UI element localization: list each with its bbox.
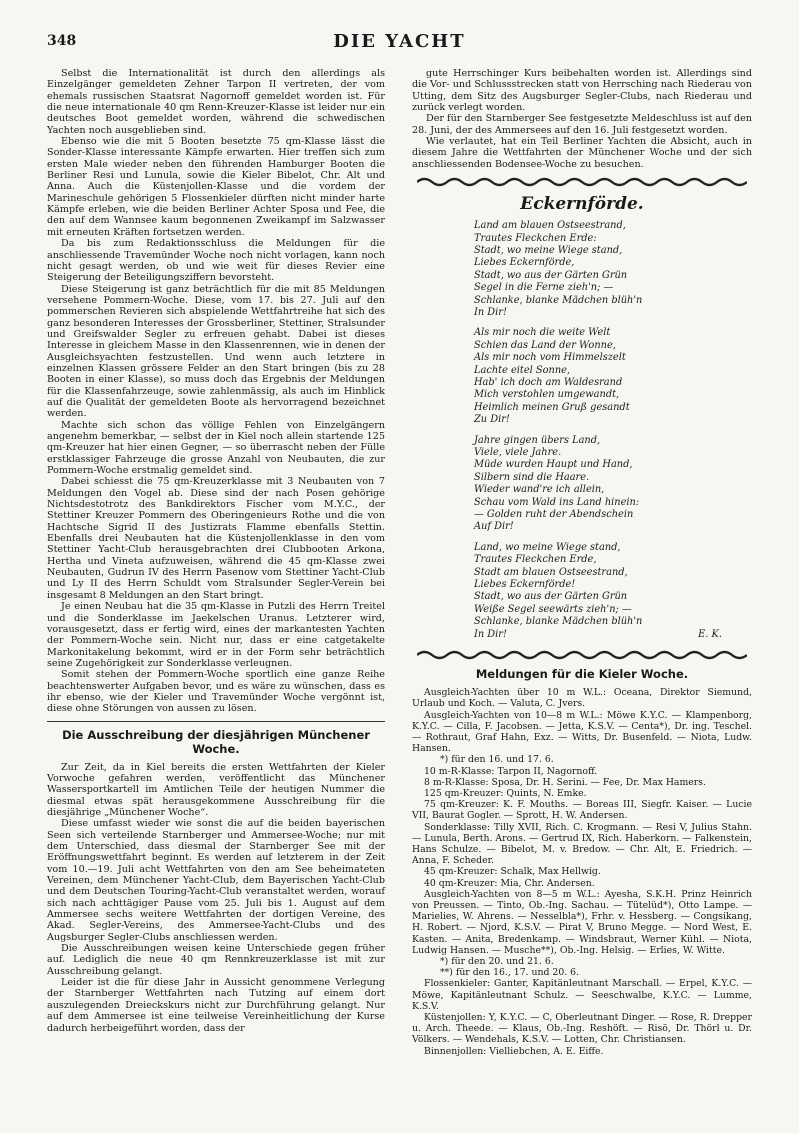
poem-stanza <box>474 327 722 426</box>
wave-ornament-icon <box>417 649 747 661</box>
article-paragraph: Dabei schiesst die 75 qm-Kreuzerklasse mit 3 Neubauten von 7 Meldungen den Vogel ab. Diese sind der nach Posen gehörige Nichtsdestotrotz des Bankdirektors Fischer vom M.Y.C., der Stettiner Kreuzer Pommern des Oberingenieurs Rothe und die von Hachtsche Sigrid II des Justizrats Flamme ebenfalls Stettin. Ebenfalls drei Neubauten hat die Küstenjollenklasse in den vom Stettiner Yacht-Club herausgebrachten drei Clubbooten Arkona, Hertha und Vineta aufzuweisen, während die 45 qm-Klasse zwei Neubauten, Gudrun IV des Herrn Pasenow vom Stettiner Yacht-Club und Ly II des Herrn Schuldt vom Stralsunder Segler-Verein bei insgesamt 8 Meldungen an den Start bringt. <box>47 476 385 601</box>
poem-line <box>474 629 722 641</box>
poem-line: Stadt, wo meine Wiege stand, <box>474 244 623 256</box>
poem-line: Stadt, wo aus der Gärten Grün <box>474 591 628 603</box>
footnote: *) für den 20. und 21. 6. <box>440 955 554 967</box>
entry-list-item: 10 m-R-Klasse: Tarpon II, Nagornoff. <box>424 765 598 777</box>
poem-line: Schlanke, blanke Mädchen blüh'n <box>474 294 643 306</box>
poem-stanza <box>474 220 722 319</box>
article-paragraph: Selbst die Internationalität ist durch den allerdings als Einzelgänger gemeldeten Zehner Tarpon II vertreten, der vom ehemals russischen Staatsrat Nagornoff gemeldet worden ist. Für die neue internationale 40 qm Renn-Kreuzer-Klasse ist leider nur ein deutsches Boot gemeldet worden, während die schwedischen Yachten noch ausgeblieben sind. <box>47 68 385 136</box>
poem-line: Viele, viele Jahre. <box>474 447 562 458</box>
poem-title: Eckernförde. <box>520 194 644 215</box>
poem-line: Mich verstohlen umgewandt, <box>474 389 620 401</box>
section-heading: Meldungen für die Kieler Woche. <box>475 667 689 682</box>
entry-list-item: 125 qm-Kreuzer: Quints, N. Emke. <box>424 787 587 799</box>
article-paragraph: Der für den Starnberger See festgesetzte Meldeschluss ist auf den 28. Juni, der des Ammersees auf den 16. Juli festgesetzt worden. <box>412 113 752 136</box>
poem-signature: E. K. <box>698 628 722 640</box>
entry-list-item: Ausgleich-Yachten über 10 m W.L.: Oceana, Direktor Siemund, Urlaub und Koch. — Valuta, C. Jvers. <box>412 687 752 710</box>
poem-stanza <box>474 542 722 641</box>
poem-line: In Dir! <box>474 306 507 318</box>
section-heading: Die Ausschreibung der diesjährigen Münchener Woche. <box>62 727 370 756</box>
running-head: DIE YACHT <box>333 31 466 52</box>
entry-list-item: 45 qm-Kreuzer: Schalk, Max Hellwig. <box>424 866 601 878</box>
article-paragraph: Ebenso wie die mit 5 Booten besetzte 75 qm-Klasse lässt die Sonder-Klasse interessante Kämpfe erwarten. Hier treffen sich zum ersten Male wieder neben den führenden Hamburger Booten die Berliner Resi und Lunula, sowie die Kieler Bibelot, Chr. Alt und Anna. Auch die Küstenjollen-Klasse und die vordem der Marineschule gehörigen 5 Flossenkieler dürften nicht minder harte Kämpfe erleben, wie die beiden Berliner Achter Sposa und Fee, die den auf dem Wannsee kaum begonnenen Zweikampf im Salzwasser mit erneuten Kräften fortsetzen werden. <box>47 136 385 238</box>
poem-line: Zu Dir! <box>474 414 510 426</box>
poem-line: Trautes Fleckchen Erde: <box>474 232 597 244</box>
entry-list-item: Binnenjollen: Vielliebchen, A. E. Eiffe. <box>424 1045 604 1057</box>
article-paragraph: Wie verlautet, hat ein Teil Berliner Yachten die Absicht, auch in diesem Jahre die Wettfahrten der Münchener Woche und der sich anschliessenden Bodensee-Woche zu besuchen. <box>412 136 752 170</box>
entry-list-item: 8 m-R-Klasse: Sposa, Dr. H. Serini. — Fee, Dr. Max Hamers. <box>424 776 706 788</box>
article-paragraph: Zur Zeit, da in Kiel bereits die ersten Wettfahrten der Kieler Vorwoche gefahren werden, veröffentlicht das Münchener Wassersportkartell im Amtlichen Teile der heutigen Nummer die diesmal etwas spät herausgekommene Ausschreibung für die diesjährige „Münchener Woche“. <box>47 761 385 818</box>
entry-list-item: Küstenjollen: Y, K.Y.C. — C, Oberleutnant Dinger. — Rose, R. Drepper u. Arch. Theede. — Klaus, Ob.-Ing. Reshöft. — Risö, Dr. Thörl u. Dr. Völkers. — Wendehals, K.S.V. — Lotten, Chr. Christiansen. <box>412 1011 752 1046</box>
poem <box>412 220 752 641</box>
poem-line: Als mir noch vom Himmelszelt <box>474 352 626 364</box>
entry-list-item: Flossenkieler: Ganter, Kapitänleutnant Marschall. — Erpel, K.Y.C. — Möwe, Kapitänleutnant Schulz. — Seeschwalbe, K.Y.C. — Lumme, K.S.V. <box>412 978 752 1012</box>
poem-line: Wieder wand're ich allein, <box>474 484 605 496</box>
poem-line: Weiße Segel seewärts zieh'n; — <box>474 603 632 615</box>
poem-line: Schau vom Wald ins Land hinein: <box>474 496 640 508</box>
entry-list-item: Ausgleich-Yachten von 8—5 m W.L.: Ayesha, S.K.H. Prinz Heinrich von Preussen. — Tinto, Ob.-Ing. Sachau. — Tütelüd*), Otto Lampe. — Marielies, W. Ahrens. — Nesselbla*), Frhr. v. Hessberg. — Congsikang, H. Robert. — Njord, K.S.V. — Pirat V, Bruno Megge. — Nord West, E. Kasten. — Anita, Bredenkamp. — Windsbraut, Werner Kühl. — Niota, Ludwig Hansen. — Musche**), Ob.-Ing. Helsig. — Erlies, W. Witte. <box>412 888 752 956</box>
poem-line: Müde wurden Haupt und Hand, <box>474 459 633 471</box>
poem-line: Schien das Land der Wonne, <box>474 339 616 351</box>
poem-line: Liebes Eckernförde! <box>474 579 576 591</box>
poem-line: Als mir noch die weite Welt <box>474 327 611 339</box>
article-paragraph: Da bis zum Redaktionsschluss die Meldungen für die anschliessende Travemünder Woche noch nicht vorlagen, kann noch nicht gesagt werden, ob und wie weit für dieses Revier eine Steigerung der Beteiligungsziffern bevorsteht. <box>47 238 385 284</box>
poem-line: Hab' ich doch am Waldesrand <box>474 376 623 388</box>
article-paragraph: gute Herrschinger Kurs beibehalten worden ist. Allerdings sind die Vor- und Schlussstrecken statt von Herrsching nach Riederau von Utting, dem Sitz des Augsburger Segler-Clubs, nach Riederau und zurück verlegt worden. <box>412 68 752 114</box>
wave-ornament-icon <box>417 176 747 188</box>
poem-line: Liebes Eckernförde, <box>474 257 575 269</box>
article-paragraph: Die Ausschreibungen weisen keine Unterschiede gegen früher auf. Lediglich die neue 40 qm Rennkreuzerklasse ist mit zur Ausschreibung gelangt. <box>47 943 385 977</box>
entry-list-item: Sonderklasse: Tilly XVII, Rich. C. Krogmann. — Resi V, Julius Stahn. — Lunula, Berth. Arons. — Gertrud IX, Rich. Haberkorn. — Falkenstein, Hans Schulze. — Bibelot, M. v. Bredow. — Chr. Alt, E. Friedrich. — Anna, F. Scheder. <box>412 821 752 867</box>
poem-line: Silbern sind die Haare. <box>474 471 590 483</box>
entry-list-item: Ausgleich-Yachten von 10—8 m W.L.: Möwe K.Y.C. — Klampenborg, K.Y.C. — Cilla, F. Jacobsen. — Jetta, K.S.V. — Centa*), Dr. ing. Teschel. — Rothraut, Graf Hahn, Exz. — Witts, Dr. Busenfeld. — Niota, Ludw. Hansen. <box>412 709 752 755</box>
article-paragraph: Je einen Neubau hat die 35 qm-Klasse in Putzli des Herrn Treitel und die Sonderklasse im Jaekelschen Uranus. Letzterer wird, vorausgesetzt, dass er fertig wird, eines der markantesten Yachten der Pommern-Woche sein. Nicht nur, dass er eine catgetakelte Markonitakelung bekommt, wird er in der Form sehr beträchtlich seine Zugehörigkeit zur Sonderklasse verleugnen. <box>47 601 385 669</box>
poem-line-text: In Dir! <box>474 628 507 640</box>
section-divider <box>47 721 385 722</box>
poem-line: Auf Dir! <box>474 521 514 533</box>
wave-ornament <box>412 649 752 661</box>
poem-line: Schlanke, blanke Mädchen blüh'n <box>474 616 643 628</box>
poem-line: Land am blauen Ostseestrand, <box>474 220 626 232</box>
poem-line: Heimlich meinen Gruß gesandt <box>474 401 630 413</box>
entry-list-item: 40 qm-Kreuzer: Mia, Chr. Andersen. <box>424 877 595 889</box>
right-column <box>412 68 752 1057</box>
poem-line: Segel in die Ferne zieh'n; — <box>474 282 614 294</box>
wave-ornament <box>412 176 752 188</box>
poem-line: Stadt am blauen Ostseestrand, <box>474 566 628 578</box>
entry-list-item: 75 qm-Kreuzer: K. F. Mouths. — Boreas III, Siegfr. Kaiser. — Lucie VII, Baurat Gogler. — Sprott, H. W. Andersen. <box>412 799 752 822</box>
poem-line: Trautes Fleckchen Erde, <box>474 554 597 566</box>
footnote: **) für den 16., 17. und 20. 6. <box>440 967 580 979</box>
article-paragraph: Diese Steigerung ist ganz beträchtlich für die mit 85 Meldungen versehene Pommern-Woche. Diese, vom 17. bis 27. Juli auf den pommerschen Revieren sich abspielende Wettfahrtreihe hat sich des ganz besonderen Interesses der Grossberliner, Stettiner, Stralsunder und Greifswalder Segler zu erfreuen gehabt. Dabei ist dieses Interesse in gleichem Masse in den Klassenrennen, wie in denen der Ausgleichsyachten festzustellen. Und wenn auch letztere in einzelnen Klassen grössere Felder an den Start bringen (bis zu 28 Booten in einer Klasse), so muss doch das Ergebnis der Meldungen für die Klassenfahrzeuge, sowie zahlenmässig, als auch im Hinblick auf die Qualität der gemeldeten Boote als hervorragend bezeichnet werden. <box>47 283 385 420</box>
poem-line: Lachte eitel Sonne, <box>474 364 571 376</box>
poem-line: Stadt, wo aus der Gärten Grün <box>474 269 628 281</box>
footnote: *) für den 16. und 17. 6. <box>440 754 554 766</box>
poem-stanza <box>474 435 722 534</box>
page-number: 348 <box>47 33 77 49</box>
article-paragraph: Leider ist die für diese Jahr in Aussicht genommene Verlegung der Starnberger Wettfahrten nach Tutzing auf einem dort auszulegenden Dreieckskurs nicht zur Durchführung gelangt. Nur auf dem Ammersee ist eine teilweise Vereinheitlichung der Kurse dadurch herbeigeführt worden, dass der <box>47 977 385 1034</box>
poem-line: Land, wo meine Wiege stand, <box>474 541 621 553</box>
left-column <box>47 68 385 1034</box>
article-paragraph: Diese umfasst wieder wie sonst die auf die beiden bayerischen Seen sich verteilende Starnberger und Ammersee-Woche; nur mit dem Unterschied, dass diesmal der Starnberger See mit der Eröffnungswettfahrt beginnt. Es werden auf letzterem in der Zeit vom 10.—19. Juli acht Wettfahrten von den am See beheimateten Vereinen, dem Münchener Yacht-Club, dem Bayerischen Yacht-Club und dem Deutschen Touring-Yacht-Club veranstaltet werden, worauf sich nach achttägiger Pause vom 25. Juli bis 1. August auf dem Ammersee sechs weitere Wettfahrten der dortigen Vereine, des Akad. Segler-Vereins, des Ammersee-Yacht-Clubs und des Augsburger Segler-Clubs anschliessen werden. <box>47 818 385 943</box>
poem-line: Jahre gingen übers Land, <box>474 434 601 446</box>
article-paragraph: Machte sich schon das völlige Fehlen von Einzelgängern angenehm bemerkbar, — selbst der in Kiel noch allein startende 125 qm-Kreuzer hat hier einen Gegner, — so überrascht neben der Fülle erstklassiger Fahrzeuge die grosse Anzahl von Neubauten, die zur Pommern-Woche erstmalig gemeldet sind. <box>47 419 385 477</box>
article-paragraph: Somit stehen der Pommern-Woche sportlich eine ganze Reihe beachtenswerter Aufgaben bevor, und es wäre zu wünschen, dass es ihr ebenso, wie der Kieler und Travemünder Woche vergönnt ist, diese ohne Störungen von aussen zu lösen. <box>47 669 385 715</box>
poem-line: — Golden ruht der Abendschein <box>474 509 634 521</box>
